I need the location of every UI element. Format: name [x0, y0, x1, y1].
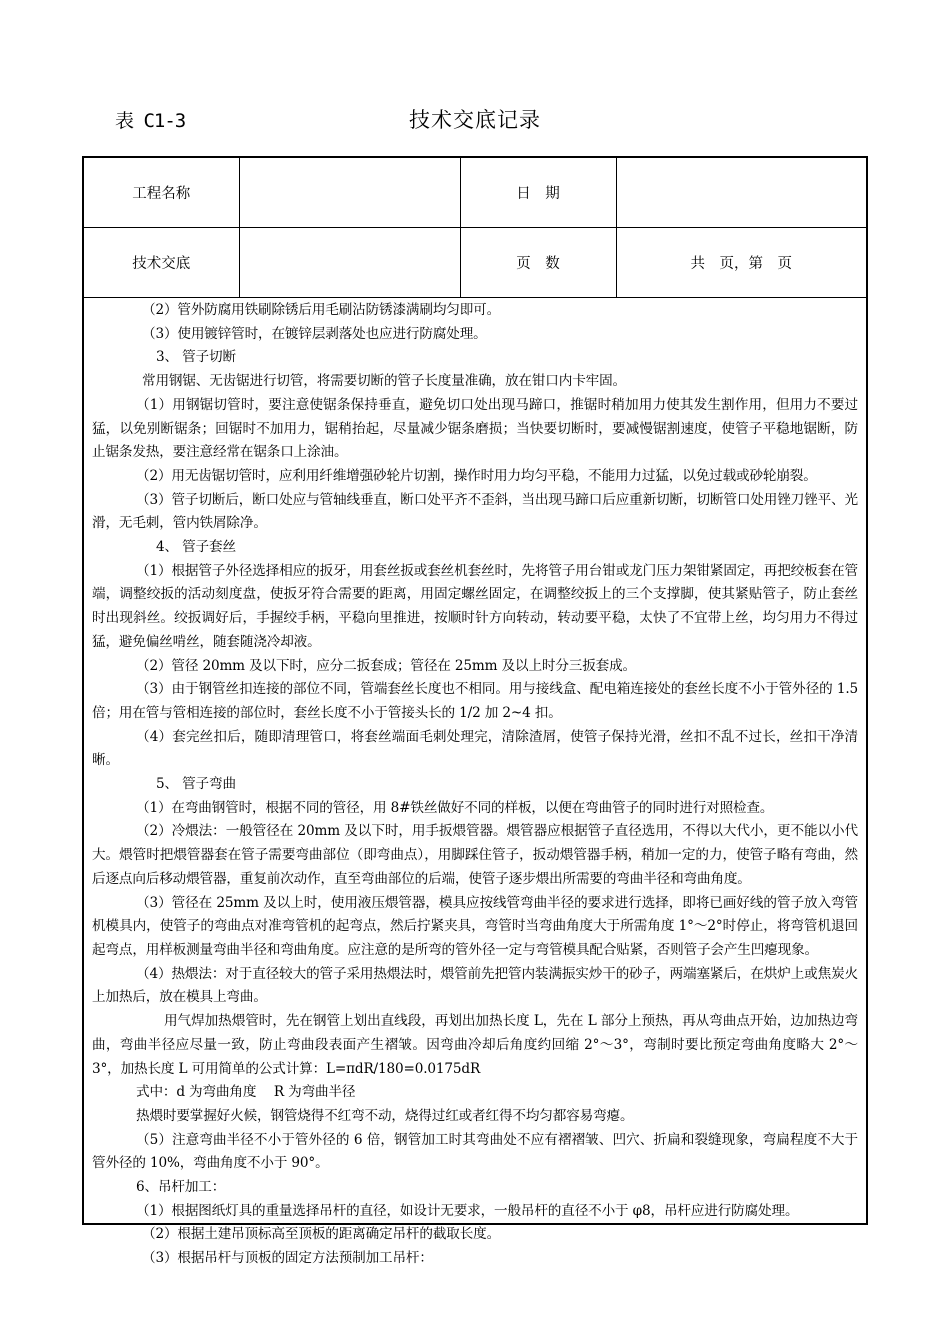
content-paragraph: （1）根据图纸灯具的重量选择吊杆的直径，如设计无要求，一般吊杆的直径不小于 φ8，吊杆应进行防腐处理。 — [136, 1202, 799, 1219]
content-paragraph: （1）用钢锯切管时，要注意使锯条保持垂直，避免切口处出现马蹄口，推锯时稍加用力使其发生割作用，但用力不要过猛，以免别断锯条；回锯时不加用力，锯稍抬起，尽量减少锯条磨损；当快要切断时，要减慢锯割速度，使管子平稳地锯断，防止锯条发热，要注意经常在锯条口上涂油。 — [92, 396, 858, 461]
content-paragraph: 常用钢锯、无齿锯进行切管，将需要切断的管子长度量准确，放在钳口内卡牢固。 — [142, 373, 626, 390]
content-paragraph: （2）管外防腐用铁刷除锈后用毛刷沾防锈漆满刷均匀即可。 — [142, 302, 501, 318]
content-paragraph: 3、 管子切断 — [156, 349, 236, 366]
date-label: 日 期 — [460, 158, 616, 228]
record-frame — [82, 156, 868, 1267]
content-paragraph: 式中：d 为弯曲角度 R 为弯曲半径 — [136, 1084, 356, 1101]
project-name-label: 工程名称 — [84, 158, 239, 228]
document-title: 技术交底记录 — [409, 108, 541, 132]
content-paragraph: （3）根据吊杆与顶板的固定方法预制加工吊杆： — [142, 1250, 433, 1267]
tech-value — [239, 228, 460, 298]
pages-value: 共 页，第 页 — [616, 228, 866, 298]
content-paragraph: （2）根据土建吊顶标高至顶板的距离确定吊杆的截取长度。 — [142, 1226, 501, 1243]
content-body — [84, 298, 866, 1271]
content-paragraph: （5）注意弯曲半径不小于管外径的 6 倍，钢管加工时其弯曲处不应有褶褶皱、凹穴、折扁和裂缝现象，弯扁程度不大于管外径的 10%，弯曲角度不小于 90°。 — [92, 1131, 858, 1172]
date-value — [616, 158, 866, 228]
form-code: 表 C1-3 — [115, 110, 186, 132]
content-paragraph: （2）用无齿锯切管时，应利用纤维增强砂轮片切割，操作时用力均匀平稳，不能用力过猛，以免过载或砂轮崩裂。 — [136, 467, 817, 484]
info-row-tech — [84, 228, 866, 298]
info-table — [84, 158, 866, 298]
content-paragraph: （1）根据管子外径选择相应的扳牙，用套丝扳或套丝机套丝时，先将管子用台钳或龙门压力架钳紧固定，再把绞板套在管端，调整绞扳的活动刻度盘，使扳牙符合需要的距离，用固定螺丝固定，在调整绞扳上的三个支撑脚，使其紧贴管子，防止套丝时出现斜丝。绞扳调好后，手握绞手柄，平稳向里推进，按顺时针方向转动，转动要平稳，太快了不宜带上丝，均匀用力不得过猛，避免偏丝啃丝，随套随浇冷却液。 — [92, 562, 858, 650]
content-paragraph: （4）套完丝扣后，随即清理管口，将套丝端面毛刺处理完，清除渣屑，使管子保持光滑，丝扣不乱不过长，丝扣干净清晰。 — [92, 728, 858, 769]
content-paragraph: （3）管子切断后，断口处应与管轴线垂直，断口处平齐不歪斜，当出现马蹄口后应重新切断，切断管口处用锉刀锉平、光滑，无毛刺，管内铁屑除净。 — [92, 491, 858, 532]
content-paragraph: （1）在弯曲钢管时，根据不同的管径，用 8#铁丝做好不同的样板，以便在弯曲管子的同时进行对照检查。 — [136, 799, 774, 816]
content-paragraph: 6、吊杆加工： — [136, 1179, 226, 1196]
content-paragraph: （3）管径在 25mm 及以上时，使用液压煨管器，模具应按线管弯曲半径的要求进行选择，即将已画好线的管子放入弯管机模具内，使管子的弯曲点对准弯管机的起弯点，然后拧紧夹具，弯管时当弯曲角度大于所需角度 1°～2°时停止，将弯管机退回起弯点，用样板测量弯曲半径和弯曲角度。应注意的是所弯的管外径一定与弯管模具配合贴紧，否则管子会产生凹瘪现象。 — [92, 894, 858, 958]
content-paragraph: 用气焊加热煨管时，先在钢管上划出直线段，再划出加热长度 L，先在 L 部分上预热，再从弯曲点开始，边加热边弯曲，弯曲半径应尽量一致，防止弯曲段表面产生褶皱。因弯曲冷却后角度约回缩 2°～3°，弯制时要比预定弯曲角度略大 2°～3°，加热长度 L 可用简单的公式计算：L=πdR/180=0.0175dR — [92, 1013, 858, 1077]
content-paragraph: （3）使用镀锌管时，在镀锌层剥落处也应进行防腐处理。 — [142, 325, 487, 342]
content-paragraph: 5、 管子弯曲 — [156, 776, 236, 793]
info-row-project — [84, 158, 866, 228]
content-paragraph: 4、 管子套丝 — [156, 539, 236, 556]
content-paragraph: （2）冷煨法：一般管径在 20mm 及以下时，用手扳煨管器。煨管器应根据管子直径选用，不得以大代小，更不能以小代大。煨管时把煨管器套在管子需要弯曲部位（即弯曲点），用脚踩住管子，扳动煨管器手柄，稍加一定的力，使管子略有弯曲，然后逐点向后移动煨管器，重复前次动作，直至弯曲部位的后端，使管子逐步煨出所需要的弯曲半径和弯曲角度。 — [92, 823, 858, 887]
content-paragraph: 热煨时要掌握好火候，钢管烧得不红弯不动，烧得过红或者红得不均匀都容易弯瘪。 — [136, 1107, 634, 1124]
tech-label: 技术交底 — [84, 228, 239, 298]
content-paragraph: （4）热煨法：对于直径较大的管子采用热煨法时，煨管前先把管内装满振实炒干的砂子，两端塞紧后，在烘炉上或焦炭火上加热后，放在模具上弯曲。 — [92, 965, 858, 1006]
project-name-value — [239, 158, 460, 228]
content-paragraph: （3）由于钢管丝扣连接的部位不同，管端套丝长度也不相同。用与接线盒、配电箱连接处的套丝长度不小于管外径的 1.5 倍；用在管与管相连接的部位时，套丝长度不小于管接头长的 1/2 加 2~4 扣。 — [92, 681, 858, 721]
pages-label: 页 数 — [460, 228, 616, 298]
content-paragraph: （2）管径 20mm 及以下时，应分二扳套成；管径在 25mm 及以上时分三扳套成。 — [136, 657, 637, 674]
